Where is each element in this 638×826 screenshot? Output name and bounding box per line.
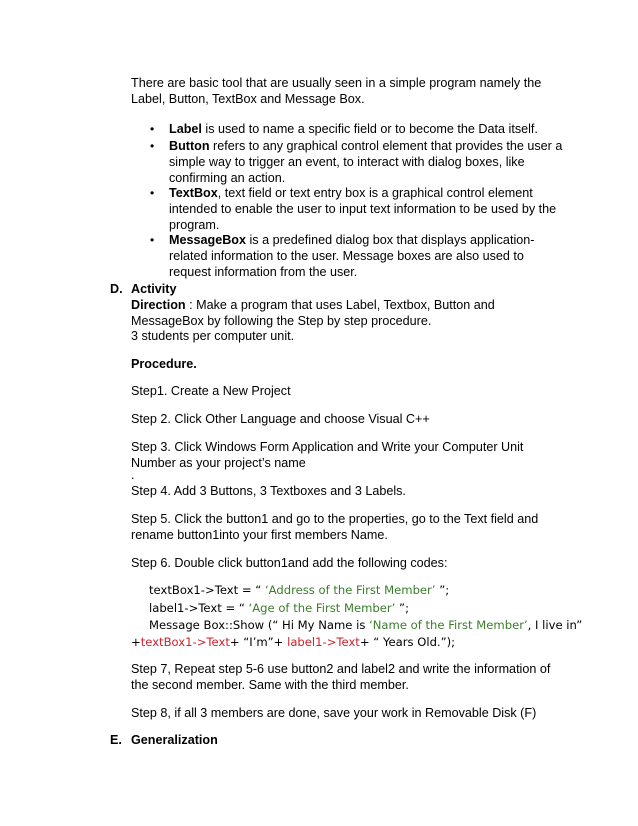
- intro-line-2: Label, Button, TextBox and Message Box.: [131, 92, 365, 106]
- step-7-line-1: Step 7, Repeat step 5-6 use button2 and label2 and write the information of: [131, 662, 551, 676]
- step-6: Step 6. Double click button1and add the following codes:: [131, 556, 448, 570]
- step-5-line-1: Step 5. Click the button1 and go to the properties, go to the Text field and: [131, 512, 539, 526]
- bullet-dot-icon: •: [150, 122, 155, 136]
- bullet-textbox-line-2: intended to enable the user to input text information to be used by the: [169, 202, 557, 216]
- direction-line-2: MessageBox by following the Step by step procedure.: [131, 314, 432, 328]
- step-7-line-2: the second member. Same with the third member.: [131, 678, 409, 692]
- bullet-textbox: TextBox, text field or text entry box is a graphical control element: [169, 186, 533, 200]
- step-4: Step 4. Add 3 Buttons, 3 Textboxes and 3 Labels.: [131, 484, 406, 498]
- section-e-heading: Generalization: [131, 733, 218, 747]
- bullet-dot-icon: •: [150, 186, 155, 200]
- bullet-textbox-line-3: program.: [169, 218, 220, 232]
- bullet-messagebox: MessageBox is a predefined dialog box that displays application-: [169, 233, 535, 247]
- step-3-dot: .: [131, 468, 135, 482]
- step-1: Step1. Create a New Project: [131, 384, 291, 398]
- bullet-label: Label is used to name a specific field or to become the Data itself.: [169, 122, 538, 136]
- section-e-marker: E.: [110, 733, 122, 747]
- direction-line-1: Direction : Make a program that uses Label, Textbox, Button and: [131, 298, 495, 312]
- bullet-button-line-3: confirming an action.: [169, 171, 286, 185]
- step-3-line-1: Step 3. Click Windows Form Application and Write your Computer Unit: [131, 440, 524, 454]
- step-3-line-2: Number as your project’s name: [131, 456, 306, 470]
- bullet-dot-icon: •: [150, 139, 155, 153]
- code-line-3: Message Box::Show (“ Hi My Name is ‘Name of the First Member’, I live in”: [149, 618, 583, 632]
- code-line-2: label1->Text = “ ‘Age of the First Member’ ”;: [149, 601, 409, 615]
- step-5-line-2: rename button1into your first members Name.: [131, 528, 388, 542]
- bullet-messagebox-line-3: request information from the user.: [169, 265, 358, 279]
- bullet-dot-icon: •: [150, 233, 155, 247]
- code-line-1: textBox1->Text = “ ‘Address of the First Member’ ”;: [149, 583, 450, 597]
- direction-line-3: 3 students per computer unit.: [131, 329, 295, 343]
- bullet-button-line-2: simple way to trigger an event, to interact with dialog boxes, like: [169, 155, 525, 169]
- bullet-button: Button refers to any graphical control element that provides the user a: [169, 139, 563, 153]
- step-8: Step 8, if all 3 members are done, save your work in Removable Disk (F): [131, 706, 537, 720]
- procedure-heading: Procedure.: [131, 357, 197, 371]
- bullet-messagebox-line-2: related information to the user. Message boxes are also used to: [169, 249, 524, 263]
- section-d-heading: Activity: [131, 282, 177, 296]
- code-line-4: +textBox1->Text+ “I’m”+ label1->Text+ “ Years Old.”);: [131, 635, 456, 649]
- section-d-marker: D.: [110, 282, 123, 296]
- step-2: Step 2. Click Other Language and choose Visual C++: [131, 412, 430, 426]
- intro-line-1: There are basic tool that are usually seen in a simple program namely the: [131, 76, 542, 90]
